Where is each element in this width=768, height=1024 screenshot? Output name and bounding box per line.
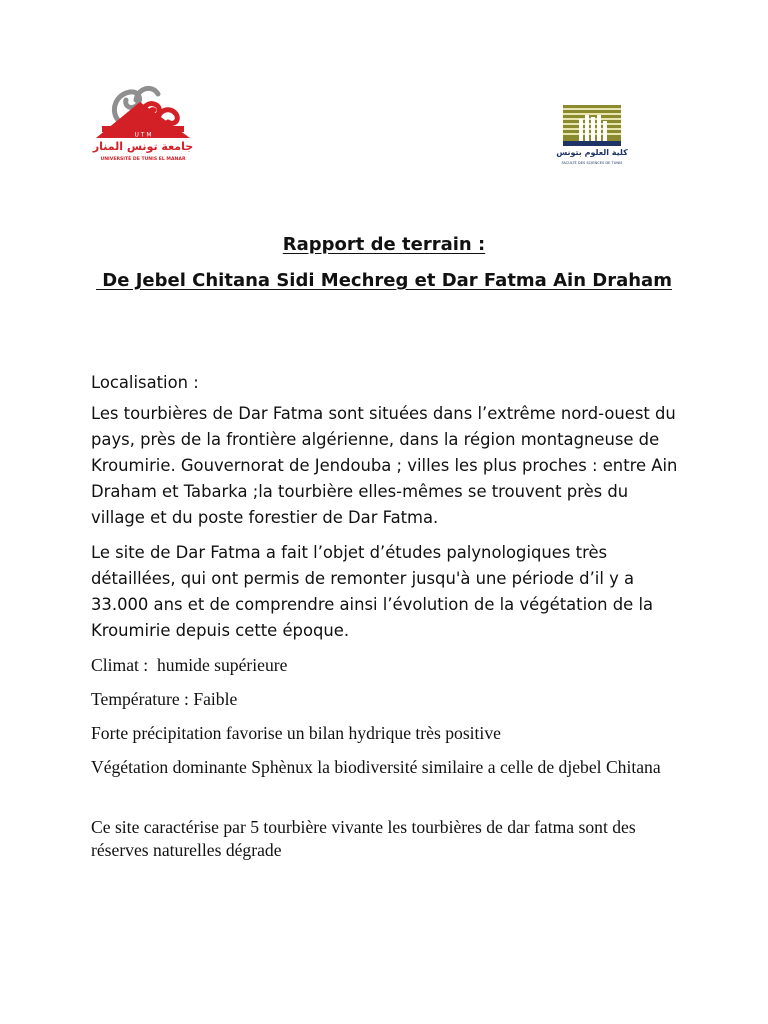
- site-line: Ce site caractérise par 5 tourbière vivante les tourbières de dar fatma sont des réserves naturelles dégrade: [91, 817, 636, 860]
- report-subtitle: De Jebel Chitana Sidi Mechreg et Dar Fatma Ain Draham: [96, 270, 672, 291]
- paragraph-palynology: Le site de Dar Fatma a fait l’objet d’études palynologiques très détaillées, qui ont permis de remonter jusqu'à une période d’il y a 33.000 ans et de comprendre ainsi l’évolution de la végétation de la Kroumirie depuis cette époque.: [91, 543, 654, 640]
- university-logo: [88, 80, 198, 166]
- climate-line: Climat : humide supérieure: [91, 655, 288, 675]
- report-title: Rapport de terrain :: [282, 234, 486, 255]
- logo-latin-text: UNIVERSITÉ DE TUNIS EL MANAR: [100, 157, 186, 162]
- temperature-line: Température : Faible: [91, 689, 238, 709]
- localisation-label: Localisation :: [91, 373, 199, 392]
- vegetation-line: Végétation dominante Sphènux la biodiversité similaire a celle de djebel Chitana: [91, 757, 661, 777]
- precipitation-line: Forte précipitation favorise un bilan hydrique très positive: [91, 723, 501, 743]
- logo-arabic-text: جامعة تونس المنار: [92, 140, 194, 153]
- faculty-arabic-text: كلية العلوم بتونس: [556, 148, 628, 157]
- paragraph-localisation: Les tourbières de Dar Fatma sont situées dans l’extrême nord-ouest du pays, près de la frontière algérienne, dans la région montagneuse de Kroumirie. Gouvernorat de Jendouba ; villes les plus proches : entre Ain Draham et Tabarka ;la tourbière elles-mêmes se trouvent près du village et du poste forestier de Dar Fatma.: [91, 404, 678, 527]
- logo-letters: U T M: [134, 131, 152, 139]
- faculty-logo: [556, 105, 628, 167]
- faculty-latin-text: FACULTÉ DES SCIENCES DE TUNIS: [561, 161, 623, 165]
